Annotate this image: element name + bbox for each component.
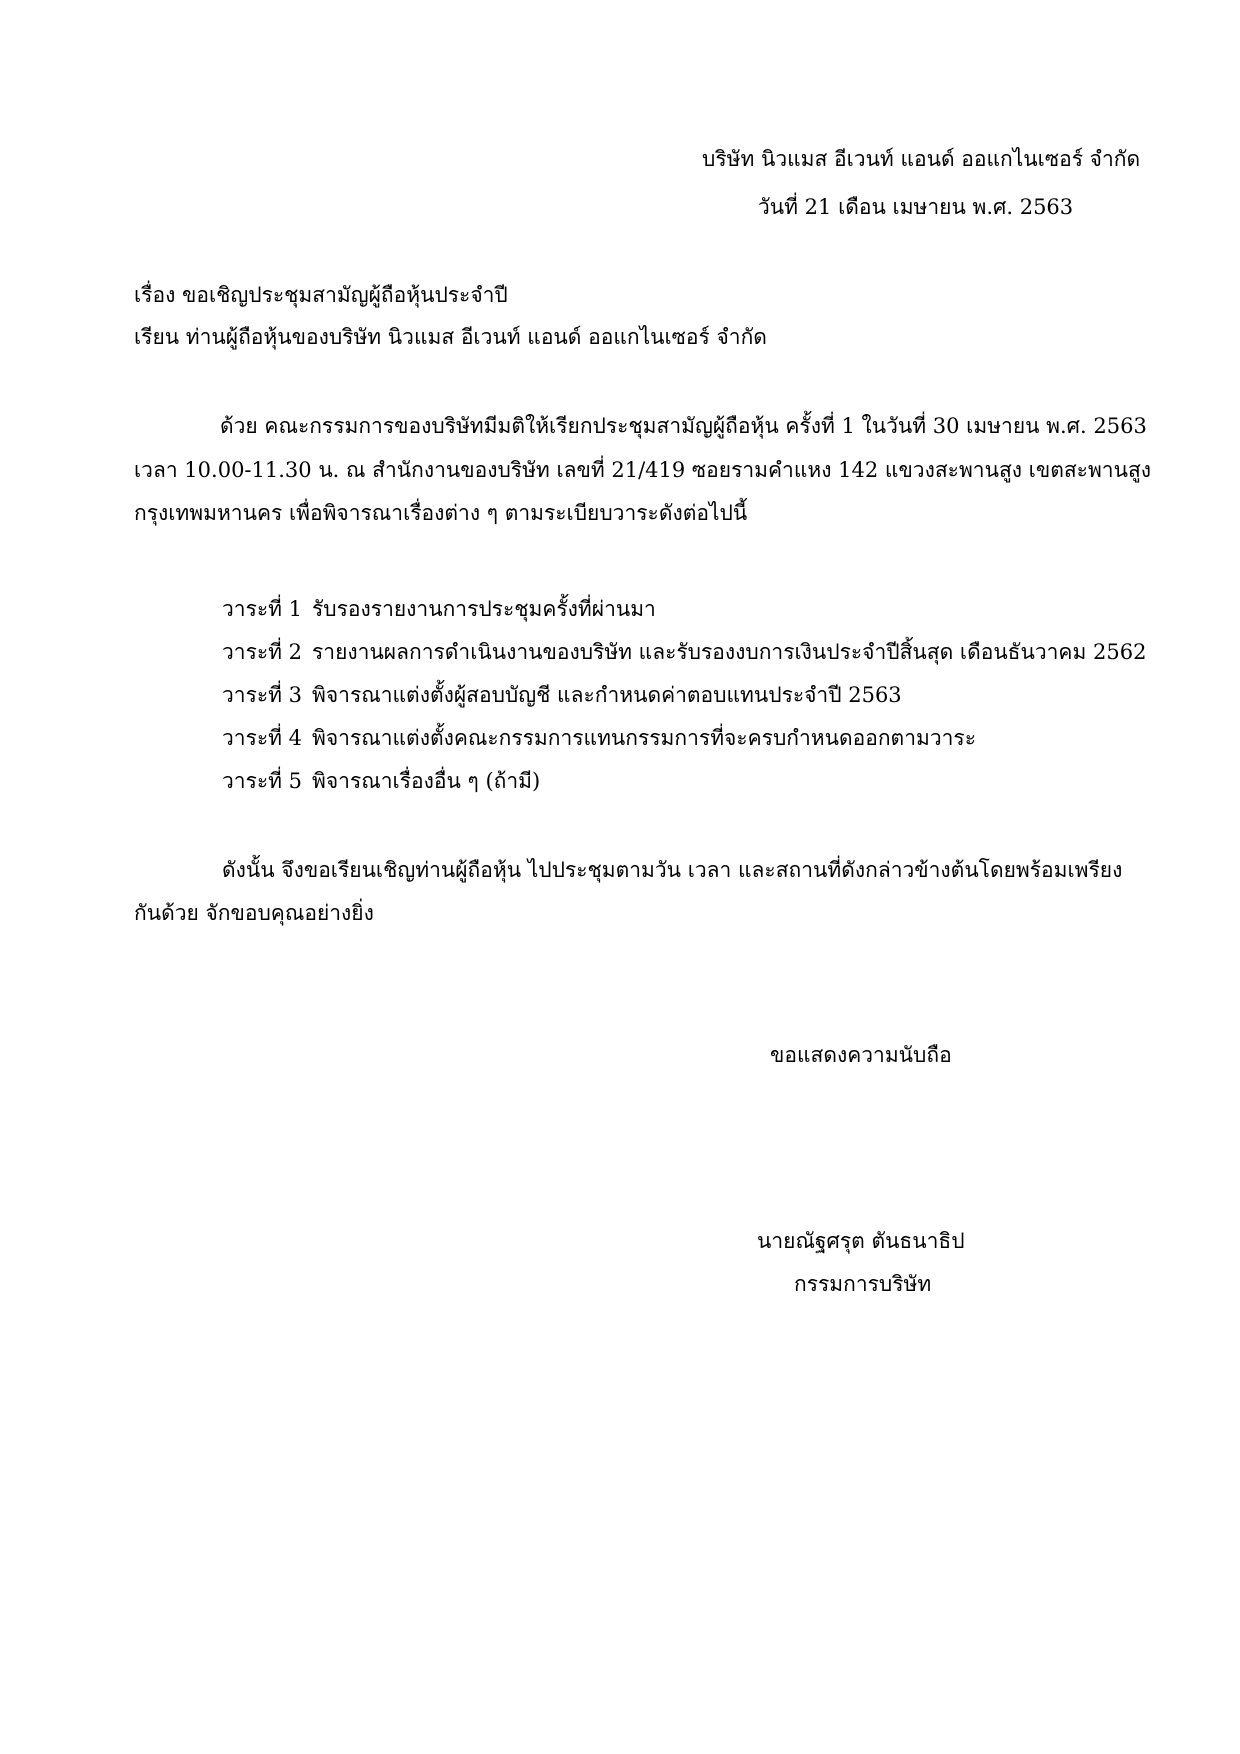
body-paragraph-1-line-2: เวลา 10.00-11.30 น. ณ สำนักงานของบริษัท เลขที่ 21/419 ซอยรามคำแหง 142 แขวงสะพานสูง เขตสะพานสูง (134, 458, 1152, 482)
signer-position: กรรมการบริษัท (794, 1272, 932, 1296)
agenda-item-text: พิจารณาแต่งตั้งผู้สอบบัญชี และกำหนดค่าตอบแทนประจำปี 2563 (312, 683, 902, 707)
agenda-item-label: วาระที่ 2 (222, 640, 303, 664)
closing-salutation: ขอแสดงความนับถือ (770, 1043, 952, 1067)
agenda-item-5 (222, 766, 540, 796)
letter-date: วันที่ 21 เดือน เมษายน พ.ศ. 2563 (758, 195, 1074, 219)
agenda-item-text: รายงานผลการดำเนินงานของบริษัท และรับรองงบการเงินประจำปีสิ้นสุด เดือนธันวาคม 2562 (312, 640, 1147, 664)
recipient-line: เรียน ท่านผู้ถือหุ้นของบริษัท นิวแมส อีเวนท์ แอนด์ ออแกไนเซอร์ จำกัด (134, 325, 767, 349)
body-paragraph-1-line-1: ด้วย คณะกรรมการของบริษัทมีมติให้เรียกประชุมสามัญผู้ถือหุ้น ครั้งที่ 1 ในวันที่ 30 เมษายน พ.ศ. 2563 (220, 414, 1147, 438)
body-paragraph-2-line-1: ดังนั้น จึงขอเรียนเชิญท่านผู้ถือหุ้น ไปประชุมตามวัน เวลา และสถานที่ดังกล่าวข้างต้นโดยพร้อมเพรียง (222, 858, 1123, 882)
subject-line: เรื่อง ขอเชิญประชุมสามัญผู้ถือหุ้นประจำปี (134, 283, 508, 307)
agenda-item-text: พิจารณาเรื่องอื่น ๆ (ถ้ามี) (312, 769, 541, 793)
agenda-item-2 (222, 637, 1146, 667)
agenda-item-1 (222, 594, 656, 624)
agenda-item-text: พิจารณาแต่งตั้งคณะกรรมการแทนกรรมการที่จะครบกำหนดออกตามวาระ (312, 726, 976, 750)
agenda-item-3 (222, 680, 902, 710)
agenda-item-4 (222, 723, 976, 753)
signer-name: นายณัฐศรุต ตันธนาธิป (757, 1229, 965, 1253)
body-paragraph-1-line-3: กรุงเทพมหานคร เพื่อพิจารณาเรื่องต่าง ๆ ตามระเบียบวาระดังต่อไปนี้ (134, 501, 748, 525)
agenda-item-label: วาระที่ 1 (222, 597, 303, 621)
agenda-item-label: วาระที่ 4 (222, 726, 303, 750)
agenda-item-label: วาระที่ 5 (222, 769, 303, 793)
company-name: บริษัท นิวแมส อีเวนท์ แอนด์ ออแกไนเซอร์ จำกัด (702, 147, 1141, 171)
body-paragraph-2-line-2: กันด้วย จักขอบคุณอย่างยิ่ง (134, 901, 374, 925)
agenda-item-text: รับรองรายงานการประชุมครั้งที่ผ่านมา (312, 597, 656, 621)
agenda-item-label: วาระที่ 3 (222, 683, 303, 707)
